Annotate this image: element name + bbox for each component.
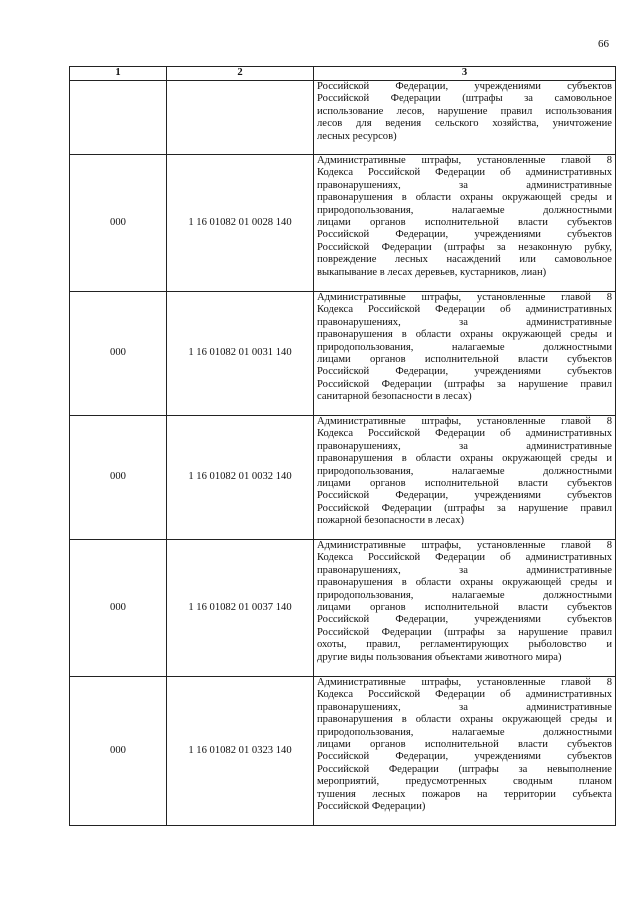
budget-classification-code-cell: 1 16 01082 01 0031 140 [167,292,314,416]
budget-classification-code-cell [167,81,314,155]
admin-code-cell: 000 [70,416,167,540]
description-cell [314,155,616,292]
description-line: Кодекса Российской Федерации об административных [317,689,612,701]
admin-code-cell: 000 [70,540,167,677]
description-cell [314,416,616,540]
description-line: Российской Федерации (штрафы за невыполнение [317,763,612,775]
description-line: Российской Федерации, учреждениями субъектов [317,366,612,378]
description-line: использование лесов, нарушение правил использования [317,105,612,117]
description-line: лицами органов исполнительной власти субъектов [317,353,612,365]
description-line: санитарной безопасности в лесах) [317,391,472,403]
budget-classification-code-cell: 1 16 01082 01 0028 140 [167,155,314,292]
description-line: другие виды пользования объектами животного мира) [317,651,562,663]
description-line: Российской Федерации, учреждениями субъектов [317,614,612,626]
budget-code-table [69,66,616,826]
page-number: 66 [598,38,609,50]
description-line: Российской Федерации) [317,800,426,812]
admin-code-cell: 000 [70,155,167,292]
description-line: выкапывание в лесах деревьев, кустарников, лиан) [317,266,547,278]
description-line: правонарушения в области охраны окружающей среды и [317,329,612,341]
budget-classification-code-cell: 1 16 01082 01 0032 140 [167,416,314,540]
description-line: Административные штрафы, установленные главой 8 [317,677,612,688]
description-line: Российской Федерации (штрафы за нарушение правил [317,626,612,638]
description-line: природопользования, налагаемые должностными [317,465,612,477]
column-header-1: 1 [70,67,167,81]
description-line: Российской Федерации, учреждениями субъектов [317,81,612,92]
description-line: Российской Федерации (штрафы за нарушение правил [317,502,612,514]
description-line: Российской Федерации, учреждениями субъектов [317,751,612,763]
table-row [70,416,616,540]
description-line: природопользования, налагаемые должностными [317,341,612,353]
description-line: лицами органов исполнительной власти субъектов [317,738,612,750]
table-row [70,81,616,155]
table-row [70,677,616,826]
table-header-row [70,67,616,81]
description-line: правонарушения в области охраны окружающей среды и [317,714,612,726]
description-cell [314,540,616,677]
description-line: правонарушениях, за административные [317,564,612,576]
description-line: лесных ресурсов) [317,130,397,142]
description-line: пожарной безопасности в лесах) [317,515,465,527]
description-line: лицами органов исполнительной власти субъектов [317,601,612,613]
admin-code-cell: 000 [70,677,167,826]
description-line: повреждение лесных насаждений или самовольное [317,254,612,266]
admin-code-cell [70,81,167,155]
description-line: правонарушениях, за административные [317,316,612,328]
description-line: лицами органов исполнительной власти субъектов [317,216,612,228]
description-cell [314,677,616,826]
column-header-2: 2 [167,67,314,81]
table-row [70,155,616,292]
description-line: Кодекса Российской Федерации об административных [317,167,612,179]
description-line: правонарушения в области охраны окружающей среды и [317,192,612,204]
description-line: тушения лесных пожаров на территории субъекта [317,788,612,800]
description-cell [314,81,616,155]
description-line: Российской Федерации, учреждениями субъектов [317,490,612,502]
description-line: лицами органов исполнительной власти субъектов [317,477,612,489]
description-line: Административные штрафы, установленные главой 8 [317,540,612,551]
description-line: Кодекса Российской Федерации об административных [317,304,612,316]
description-line: мероприятий, предусмотренных сводным планом [317,776,612,788]
description-line: правонарушениях, за административные [317,440,612,452]
description-line: Административные штрафы, установленные главой 8 [317,416,612,427]
description-line: правонарушения в области охраны окружающей среды и [317,577,612,589]
description-line: правонарушения в области охраны окружающей среды и [317,453,612,465]
budget-classification-code-cell: 1 16 01082 01 0037 140 [167,540,314,677]
description-line: лесов для ведения сельского хозяйства, уничтожение [317,118,612,130]
description-line: Кодекса Российской Федерации об административных [317,552,612,564]
admin-code-cell: 000 [70,292,167,416]
description-line: Российской Федерации (штрафы за самовольное [317,93,612,105]
description-line: Российской Федерации (штрафы за незаконную рубку, [317,241,612,253]
description-cell [314,292,616,416]
table-row [70,540,616,677]
description-line: Российской Федерации, учреждениями субъектов [317,229,612,241]
description-line: Кодекса Российской Федерации об административных [317,428,612,440]
description-line: правонарушениях, за административные [317,179,612,191]
budget-classification-code-cell: 1 16 01082 01 0323 140 [167,677,314,826]
description-line: правонарушениях, за административные [317,701,612,713]
description-line: природопользования, налагаемые должностными [317,589,612,601]
description-line: Административные штрафы, установленные главой 8 [317,155,612,166]
description-line: охоты, правил, регламентирующих рыболовство и [317,639,612,651]
description-line: Российской Федерации (штрафы за нарушение правил [317,378,612,390]
table-body [70,81,616,826]
table-row [70,292,616,416]
description-line: природопользования, налагаемые должностными [317,204,612,216]
column-header-3: 3 [314,67,616,81]
description-line: Административные штрафы, установленные главой 8 [317,292,612,303]
description-line: природопользования, налагаемые должностными [317,726,612,738]
